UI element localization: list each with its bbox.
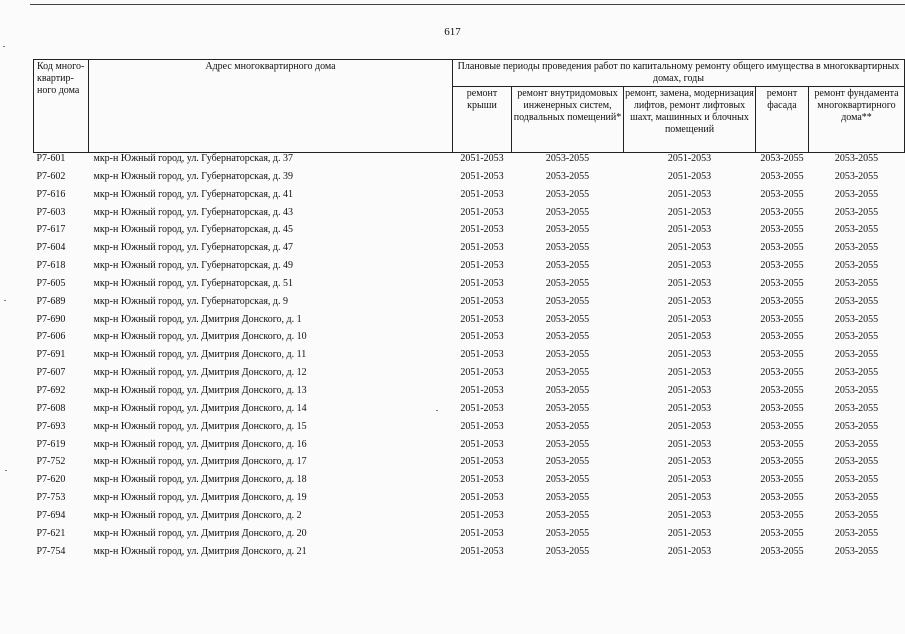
cell-foundation: 2053-2055 — [834, 260, 879, 272]
cell-lifts: 2051-2053 — [667, 474, 712, 486]
cell-facade: 2053-2055 — [760, 384, 804, 396]
cell-systems: 2053-2055 — [545, 170, 590, 182]
cell-foundation: 2053-2055 — [834, 509, 879, 521]
cell-systems: 2053-2055 — [545, 420, 590, 432]
cell-facade: 2053-2055 — [760, 260, 804, 272]
page-number: 617 — [444, 26, 461, 38]
cell-foundation: 2053-2055 — [834, 402, 879, 414]
cell-foundation: 2053-2055 — [834, 188, 879, 200]
cell-foundation: 2053-2055 — [834, 295, 879, 307]
cell-code: Р7-605 — [36, 277, 66, 289]
cell-address: мкр-н Южный город, ул. Губернаторская, д. 37 — [93, 153, 294, 164]
cell-roof: 2051-2053 — [460, 206, 504, 218]
cell-foundation: 2053-2055 — [834, 367, 879, 379]
table-row — [34, 439, 905, 457]
cell-lifts: 2051-2053 — [667, 527, 712, 539]
cell-systems: 2053-2055 — [545, 492, 590, 504]
cell-systems: 2053-2055 — [545, 474, 590, 486]
cell-facade: 2053-2055 — [760, 402, 804, 414]
cell-foundation: 2053-2055 — [834, 474, 879, 486]
table-row — [34, 296, 905, 314]
cell-roof: 2051-2053 — [460, 402, 504, 414]
cell-roof: 2051-2053 — [460, 313, 504, 325]
cell-facade: 2053-2055 — [760, 367, 804, 379]
cell-roof: 2051-2053 — [460, 242, 504, 254]
cell-foundation: 2053-2055 — [834, 456, 879, 468]
cell-foundation: 2053-2055 — [834, 224, 879, 236]
cell-code: Р7-604 — [36, 242, 66, 254]
cell-systems: 2053-2055 — [545, 384, 590, 396]
cell-roof: 2051-2053 — [460, 367, 504, 379]
cell-systems: 2053-2055 — [545, 331, 590, 343]
table-row — [34, 546, 905, 564]
cell-address: мкр-н Южный город, ул. Дмитрия Донского, д. 12 — [93, 367, 307, 379]
cell-roof: 2051-2053 — [460, 384, 504, 396]
cell-roof: 2051-2053 — [460, 456, 504, 468]
cell-lifts: 2051-2053 — [667, 367, 712, 379]
table-row — [34, 474, 905, 492]
cell-code: Р7-619 — [36, 438, 66, 450]
header-roof: ремонт крыши — [453, 87, 512, 153]
cell-code: Р7-621 — [36, 527, 66, 539]
cell-systems: 2053-2055 — [545, 367, 590, 379]
cell-code: Р7-608 — [36, 402, 66, 414]
table-row — [34, 242, 905, 260]
cell-code: Р7-753 — [36, 492, 66, 504]
table-row — [34, 314, 905, 332]
cell-facade: 2053-2055 — [760, 242, 804, 254]
header-periods: Плановые периоды проведения работ по капитальному ремонту общего имущества в многоквартирных домах, годы — [453, 60, 905, 87]
cell-roof: 2051-2053 — [460, 509, 504, 521]
cell-foundation: 2053-2055 — [834, 313, 879, 325]
cell-facade: 2053-2055 — [760, 527, 804, 539]
cell-systems: 2053-2055 — [545, 402, 590, 414]
cell-facade: 2053-2055 — [760, 420, 804, 432]
cell-systems: 2053-2055 — [545, 509, 590, 521]
cell-address: мкр-н Южный город, ул. Губернаторская, д. 41 — [93, 188, 294, 200]
cell-systems: 2053-2055 — [545, 438, 590, 450]
cell-address: мкр-н Южный город, ул. Дмитрия Донского, д. 17 — [93, 456, 307, 468]
cell-roof: 2051-2053 — [460, 277, 504, 289]
cell-facade: 2053-2055 — [760, 349, 804, 361]
cell-lifts: 2051-2053 — [667, 456, 712, 468]
cell-code: Р7-689 — [36, 295, 66, 307]
cell-facade: 2053-2055 — [760, 313, 804, 325]
cell-lifts: 2051-2053 — [667, 260, 712, 272]
cell-foundation: 2053-2055 — [834, 170, 879, 182]
cell-systems: 2053-2055 — [545, 295, 590, 307]
cell-code: Р7-694 — [36, 509, 66, 521]
scan-speck — [5, 470, 7, 471]
cell-foundation: 2053-2055 — [834, 545, 879, 557]
cell-systems: 2053-2055 — [545, 260, 590, 272]
table-row — [34, 260, 905, 278]
cell-lifts: 2051-2053 — [667, 420, 712, 432]
cell-systems: 2053-2055 — [545, 313, 590, 325]
cell-foundation: 2053-2055 — [834, 384, 879, 396]
cell-facade: 2053-2055 — [760, 438, 804, 450]
cell-lifts: 2051-2053 — [667, 313, 712, 325]
cell-roof: 2051-2053 — [460, 170, 504, 182]
cell-code: Р7-690 — [36, 313, 66, 325]
cell-facade: 2053-2055 — [760, 492, 804, 504]
cell-roof: 2051-2053 — [460, 188, 504, 200]
table-body — [34, 153, 905, 564]
cell-roof: 2051-2053 — [460, 295, 504, 307]
cell-facade: 2053-2055 — [760, 170, 804, 182]
header-facade: ремонт фасада — [756, 87, 809, 153]
cell-code: Р7-603 — [36, 206, 66, 218]
header-code: Код много-квартир-ного дома — [34, 60, 89, 153]
table-row — [34, 510, 905, 528]
cell-roof: 2051-2053 — [460, 474, 504, 486]
cell-address: мкр-н Южный город, ул. Дмитрия Донского, д. 21 — [93, 545, 307, 557]
cell-facade: 2053-2055 — [760, 509, 804, 521]
cell-roof: 2051-2053 — [460, 545, 504, 557]
header-foundation: ремонт фундамента многоквартирного дома** — [809, 87, 905, 153]
cell-code: Р7-752 — [36, 456, 66, 468]
cell-lifts: 2051-2053 — [667, 153, 712, 164]
cell-foundation: 2053-2055 — [834, 153, 879, 164]
cell-lifts: 2051-2053 — [667, 509, 712, 521]
cell-lifts: 2051-2053 — [667, 188, 712, 200]
header-lifts: ремонт, замена, модернизация лифтов, ремонт лифтовых шахт, машинных и блочных помещений — [624, 87, 756, 153]
cell-roof: 2051-2053 — [460, 527, 504, 539]
table-row — [34, 403, 905, 421]
cell-lifts: 2051-2053 — [667, 438, 712, 450]
cell-roof: 2051-2053 — [460, 492, 504, 504]
cell-facade: 2053-2055 — [760, 224, 804, 236]
cell-lifts: 2051-2053 — [667, 242, 712, 254]
cell-lifts: 2051-2053 — [667, 224, 712, 236]
cell-address: мкр-н Южный город, ул. Дмитрия Донского, д. 20 — [93, 527, 307, 539]
table-row — [34, 224, 905, 242]
table-row — [34, 456, 905, 474]
table-row — [34, 528, 905, 546]
cell-lifts: 2051-2053 — [667, 402, 712, 414]
cell-address: мкр-н Южный город, ул. Губернаторская, д. 49 — [93, 260, 294, 272]
cell-address: мкр-н Южный город, ул. Дмитрия Донского, д. 1 — [93, 313, 302, 325]
cell-address: мкр-н Южный город, ул. Губернаторская, д. 9 — [93, 295, 289, 307]
cell-code: Р7-606 — [36, 331, 66, 343]
capital-repair-table — [33, 59, 905, 563]
cell-roof: 2051-2053 — [460, 438, 504, 450]
cell-lifts: 2051-2053 — [667, 492, 712, 504]
scan-speck — [4, 300, 6, 301]
cell-lifts: 2051-2053 — [667, 545, 712, 557]
table-row — [34, 189, 905, 207]
cell-address: мкр-н Южный город, ул. Губернаторская, д. 43 — [93, 206, 294, 218]
table-row — [34, 171, 905, 189]
cell-code: Р7-691 — [36, 349, 66, 361]
scan-speck — [436, 410, 438, 411]
cell-code: Р7-617 — [36, 224, 66, 236]
cell-systems: 2053-2055 — [545, 349, 590, 361]
table-row — [34, 367, 905, 385]
cell-systems: 2053-2055 — [545, 527, 590, 539]
cell-foundation: 2053-2055 — [834, 242, 879, 254]
cell-foundation: 2053-2055 — [834, 277, 879, 289]
cell-systems: 2053-2055 — [545, 188, 590, 200]
cell-code: Р7-618 — [36, 260, 66, 272]
cell-code: Р7-616 — [36, 188, 66, 200]
cell-address: мкр-н Южный город, ул. Дмитрия Донского, д. 16 — [93, 438, 307, 450]
cell-code: Р7-620 — [36, 474, 66, 486]
cell-foundation: 2053-2055 — [834, 420, 879, 432]
cell-systems: 2053-2055 — [545, 224, 590, 236]
cell-systems: 2053-2055 — [545, 456, 590, 468]
cell-address: мкр-н Южный город, ул. Губернаторская, д. 47 — [93, 242, 294, 254]
cell-address: мкр-н Южный город, ул. Дмитрия Донского, д. 15 — [93, 420, 307, 432]
cell-foundation: 2053-2055 — [834, 492, 879, 504]
cell-address: мкр-н Южный город, ул. Дмитрия Донского, д. 2 — [93, 509, 302, 521]
cell-facade: 2053-2055 — [760, 295, 804, 307]
cell-lifts: 2051-2053 — [667, 349, 712, 361]
cell-facade: 2053-2055 — [760, 474, 804, 486]
cell-systems: 2053-2055 — [545, 206, 590, 218]
cell-lifts: 2051-2053 — [667, 206, 712, 218]
cell-address: мкр-н Южный город, ул. Дмитрия Донского, д. 19 — [93, 492, 307, 504]
cell-code: Р7-601 — [36, 153, 66, 164]
cell-roof: 2051-2053 — [460, 331, 504, 343]
cell-lifts: 2051-2053 — [667, 170, 712, 182]
table-row — [34, 278, 905, 296]
cell-systems: 2053-2055 — [545, 242, 590, 254]
cell-code: Р7-754 — [36, 545, 66, 557]
cell-facade: 2053-2055 — [760, 206, 804, 218]
top-rule — [30, 4, 905, 5]
cell-roof: 2051-2053 — [460, 260, 504, 272]
cell-address: мкр-н Южный город, ул. Дмитрия Донского, д. 18 — [93, 474, 307, 486]
cell-foundation: 2053-2055 — [834, 349, 879, 361]
cell-facade: 2053-2055 — [760, 456, 804, 468]
cell-foundation: 2053-2055 — [834, 206, 879, 218]
cell-address: мкр-н Южный город, ул. Дмитрия Донского, д. 11 — [93, 349, 307, 361]
table-row — [34, 207, 905, 225]
cell-foundation: 2053-2055 — [834, 331, 879, 343]
cell-lifts: 2051-2053 — [667, 277, 712, 289]
table-row — [34, 421, 905, 439]
cell-lifts: 2051-2053 — [667, 331, 712, 343]
cell-systems: 2053-2055 — [545, 153, 590, 164]
cell-code: Р7-692 — [36, 384, 66, 396]
cell-address: мкр-н Южный город, ул. Дмитрия Донского, д. 14 — [93, 402, 307, 414]
cell-lifts: 2051-2053 — [667, 295, 712, 307]
cell-address: мкр-н Южный город, ул. Губернаторская, д. 45 — [93, 224, 294, 236]
cell-roof: 2051-2053 — [460, 420, 504, 432]
cell-roof: 2051-2053 — [460, 349, 504, 361]
cell-address: мкр-н Южный город, ул. Губернаторская, д. 39 — [93, 170, 294, 182]
cell-address: мкр-н Южный город, ул. Губернаторская, д. 51 — [93, 277, 294, 289]
cell-facade: 2053-2055 — [760, 188, 804, 200]
cell-systems: 2053-2055 — [545, 277, 590, 289]
table-row — [34, 349, 905, 367]
cell-facade: 2053-2055 — [760, 277, 804, 289]
header-systems: ремонт внутридомовых инженерных систем, подвальных помещений* — [512, 87, 624, 153]
cell-facade: 2053-2055 — [760, 331, 804, 343]
cell-code: Р7-693 — [36, 420, 66, 432]
cell-address: мкр-н Южный город, ул. Дмитрия Донского, д. 10 — [93, 331, 307, 343]
cell-foundation: 2053-2055 — [834, 438, 879, 450]
table-row — [34, 331, 905, 349]
cell-roof: 2051-2053 — [460, 224, 504, 236]
cell-address: мкр-н Южный город, ул. Дмитрия Донского, д. 13 — [93, 384, 307, 396]
table-row — [34, 492, 905, 510]
cell-code: Р7-602 — [36, 170, 66, 182]
scan-speck — [3, 46, 5, 47]
cell-code: Р7-607 — [36, 367, 66, 379]
cell-lifts: 2051-2053 — [667, 384, 712, 396]
header-address: Адрес многоквартирного дома — [89, 60, 453, 153]
cell-foundation: 2053-2055 — [834, 527, 879, 539]
table-row — [34, 153, 905, 171]
cell-facade: 2053-2055 — [760, 153, 804, 164]
cell-facade: 2053-2055 — [760, 545, 804, 557]
table-row — [34, 385, 905, 403]
cell-systems: 2053-2055 — [545, 545, 590, 557]
cell-roof: 2051-2053 — [460, 153, 504, 164]
